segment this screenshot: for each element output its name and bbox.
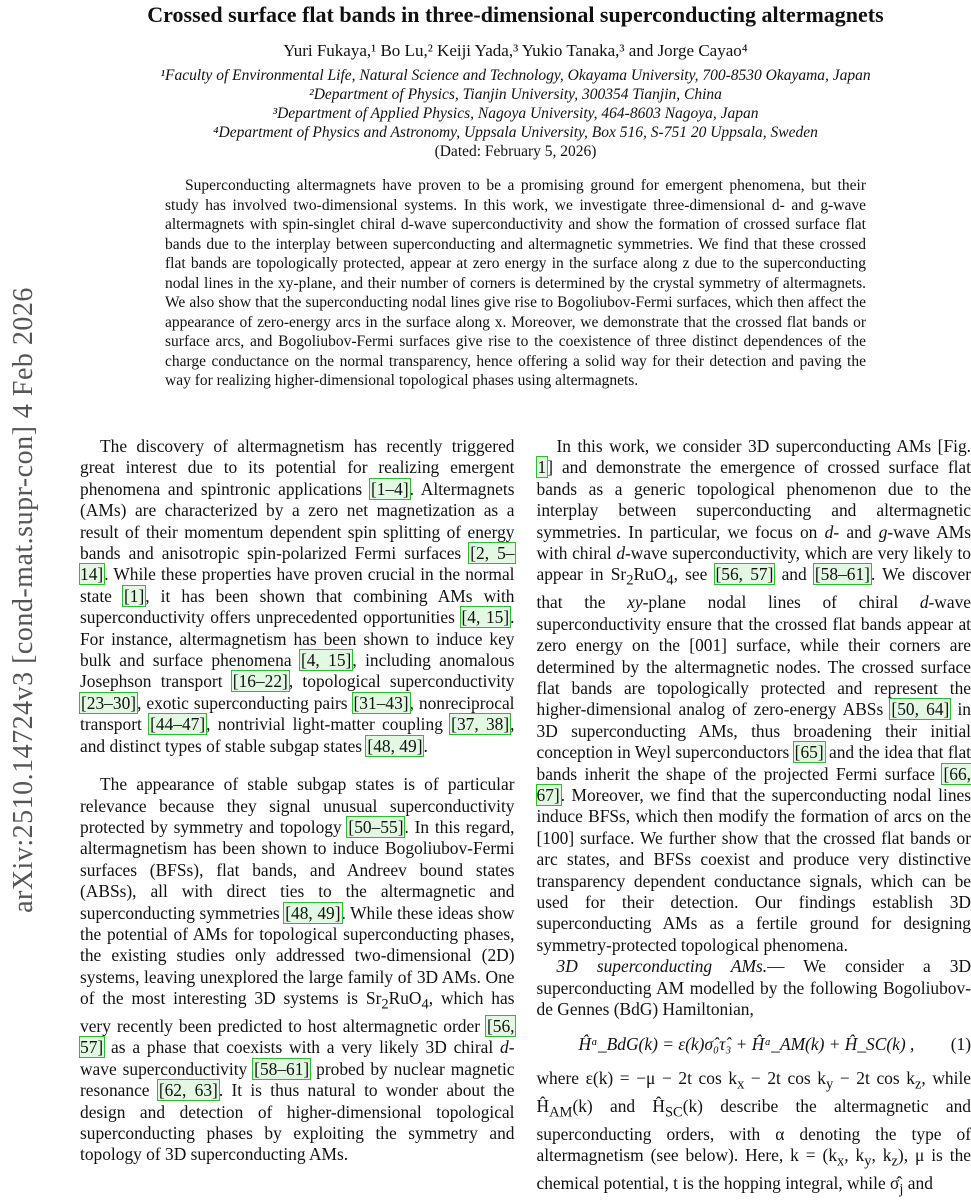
citation[interactable]: [58–61] — [253, 1059, 310, 1079]
citation[interactable]: [4, 15] — [461, 607, 511, 627]
equation-number: (1) — [951, 1034, 971, 1055]
citation[interactable]: [2, 5–14] — [80, 543, 515, 584]
work-paragraph: In this work, we consider 3D superconducting AMs [Fig. 1] and demonstrate the emergence of crossed surface flat bands as a generic topological phenomenon due to the interplay between superconducting and altermagnetic symmetries. In particular, we focus on d- and g-wave AMs with chiral d-wave superconductivity, which are very likely to appear in $Sr_2RuO_4$, see [56, 57] and [58–61]. We discover that the xy-plane nodal lines of chiral d-wave superconductivity ensure that the crossed flat bands appear at zero energy on the [001] surface, while their corners are determined by the altermagnetic nodes. The crossed surface flat bands are topologically protected and represent the higher-dimensional analog of zero-energy ABSs [50, 64] in 3D superconducting AMs, thus broadening their initial conception in Weyl superconductors [65] and the idea that flat bands inherit the shape of the projected Fermi surface [66, 67]. Moreover, we find that the superconducting nodal lines induce BFSs, which then modify the formation of arcs on the [100] surface. We further show that the crossed flat bands or arc states, and BFSs coexist and produce very distinctive transparency dependent conductance signals, which can be used for their detection. Our findings establish 3D superconducting AMs as a fertile ground for designing symmetry-protected topological phenomena. — [537, 436, 971, 956]
arxiv-sidebar — [0, 0, 48, 1200]
equation-1 — [537, 1034, 971, 1055]
citation[interactable]: [56, 57] — [80, 1016, 515, 1057]
affiliation-3: ³Department of Applied Physics, Nagoya University, 464-8603 Nagoya, Japan — [60, 104, 971, 123]
citation[interactable]: [44–47] — [149, 714, 206, 734]
affiliation-1: ¹Faculty of Environmental Life, Natural Science and Technology, Okayama University, 700-8530 Okayama, Japan — [60, 66, 971, 85]
affiliation-2: ²Department of Physics, Tianjin University, 300354 Tianjin, China — [60, 85, 971, 104]
citation[interactable]: [48, 49] — [366, 736, 423, 756]
citation[interactable]: [37, 38] — [450, 714, 510, 734]
citation[interactable]: [50–55] — [347, 817, 404, 837]
intro-paragraph-1: The discovery of altermagnetism has recently triggered great interest due to its potential for realizing emergent phenomena and spintronic applications [1–4]. Altermagnets (AMs) are characterized by a zero net magnetization as a result of their momentum dependent spin splitting of energy bands and anisotropic spin-polarized Fermi surfaces [2, 5–14]. While these properties have proven crucial in the normal state [1], it has been shown that combining AMs with superconductivity offers unprecedented opportunities [4, 15]. For instance, altermagnetism has been shown to induce key bulk and surface phenomena [4, 15], including anomalous Josephson transport [16–22], topological superconductivity [23–30], exotic superconducting pairs [31–43], nonreciprocal transport [44–47], nontrivial light-matter coupling [37, 38], and distinct types of stable subgap states [48, 49]. — [80, 436, 515, 757]
figure-link[interactable]: 1 — [537, 457, 548, 477]
definition-paragraph: where ε(k) = −μ − 2t $\cos k_x - 2t$ $\cos k_y - 2t$ $\cos k_z$, while $Ĥ_{AM}(k)$ and $Ĥ_{SC}(k)$ describe the altermagnetic and superconducting orders, with α denoting the type of altermagnetism (see below). Here, $k = (k_x$, $k_y$, $k_z$), μ is the chemical potential, t is the hopping integral, while $\sigmâ_j$ and — [537, 1068, 971, 1201]
affiliations — [60, 66, 971, 142]
right-column — [537, 436, 971, 1201]
citation[interactable]: [50, 64] — [890, 699, 950, 719]
citation[interactable]: [56, 57] — [715, 564, 775, 584]
citation[interactable]: [1–4] — [370, 479, 410, 499]
arxiv-identifier: arXiv:2510.14724v3 [cond-mat.supr-con] 4 Feb 2026 — [8, 287, 40, 913]
citation[interactable]: [48, 49] — [284, 903, 341, 923]
citation[interactable]: [31–43] — [353, 693, 410, 713]
section-lead: 3D superconducting AMs. — [557, 956, 768, 976]
left-column — [80, 436, 515, 1201]
citation[interactable]: [4, 15] — [300, 650, 352, 670]
citation[interactable]: [23–30] — [80, 693, 137, 713]
abstract: Superconducting altermagnets have proven to be a promising ground for emergent phenomena, but their study has involved two-dimensional systems. In this work, we investigate three-dimensional d- and g-wave altermagnets with spin-singlet chiral d-wave superconductivity and show the formation of crossed surface flat bands due to the interplay between superconducting and altermagnetic symmetries. We find that these crossed flat bands are topologically protected, appear at zero energy in the surface along z due to the superconducting nodal lines in the xy-plane, and their number of corners is determined by the crystal symmetry of altermagnets. We also show that the superconducting nodal lines give rise to Bogoliubov-Fermi surfaces, which then affect the appearance of zero-energy arcs in the surface along x. Moreover, we demonstrate that the crossed flat bands or surface arcs, and Bogoliubov-Fermi surfaces give rise to the coexistence of three distinct dependences of the charge conductance on the normal transparency, hence offering a solid way for their detection and paving the way for realizing higher-dimensional topological phases using altermagnets. — [165, 176, 866, 391]
affiliation-4: ⁴Department of Physics and Astronomy, Uppsala University, Box 516, S-751 20 Uppsala, Sweden — [60, 123, 971, 142]
citation[interactable]: [1] — [123, 586, 145, 606]
citation[interactable]: [16–22] — [232, 671, 289, 691]
paper-page — [60, 0, 971, 1200]
citation[interactable]: [58–61] — [814, 564, 871, 584]
citation[interactable]: [62, 63] — [158, 1080, 219, 1100]
author-list: Yuri Fukaya,¹ Bo Lu,² Keiji Yada,³ Yukio Tanaka,³ and Jorge Cayao⁴ — [60, 40, 971, 62]
citation[interactable]: [65] — [794, 742, 825, 762]
paper-title: Crossed surface flat bands in three-dimensional superconducting altermagnets — [60, 0, 971, 32]
equation-expression: Ĥᵅ_BdG(k) = ε(k)σ̂₀τ̂₃ + Ĥᵅ_AM(k) + Ĥ_SC(k) , — [579, 1034, 915, 1055]
date-line: (Dated: February 5, 2026) — [60, 142, 971, 162]
citation[interactable]: [66, 67] — [537, 764, 971, 805]
intro-paragraph-2: The appearance of stable subgap states is of particular relevance because they signal unusual superconductivity protected by symmetry and topology [50–55]. In this regard, altermagnetism has been shown to induce Bogoliubov-Fermi surfaces (BFSs), flat bands, and Andreev bound states (ABSs), all with direct ties to the altermagnetic and superconducting symmetries [48, 49]. While these ideas show the potential of AMs for topological superconducting phases, the existing studies only addressed two-dimensional (2D) systems, leaving unexplored the large family of 3D AMs. One of the most interesting 3D systems is $Sr_2RuO_4$, which has very recently been predicted to host altermagnetic order [56, 57] as a phase that coexists with a very likely 3D chiral d-wave superconductivity [58–61] probed by nuclear magnetic resonance [62, 63]. It is thus natural to wonder about the design and detection of higher-dimensional topological superconducting phases by exploiting the symmetry and topology of 3D superconducting AMs. — [80, 774, 515, 1166]
body-columns — [80, 436, 971, 1201]
model-paragraph: 3D superconducting AMs.— We consider a 3D superconducting AM modelled by the following Bogoliubov-de Gennes (BdG) Hamiltonian, — [537, 956, 971, 1020]
